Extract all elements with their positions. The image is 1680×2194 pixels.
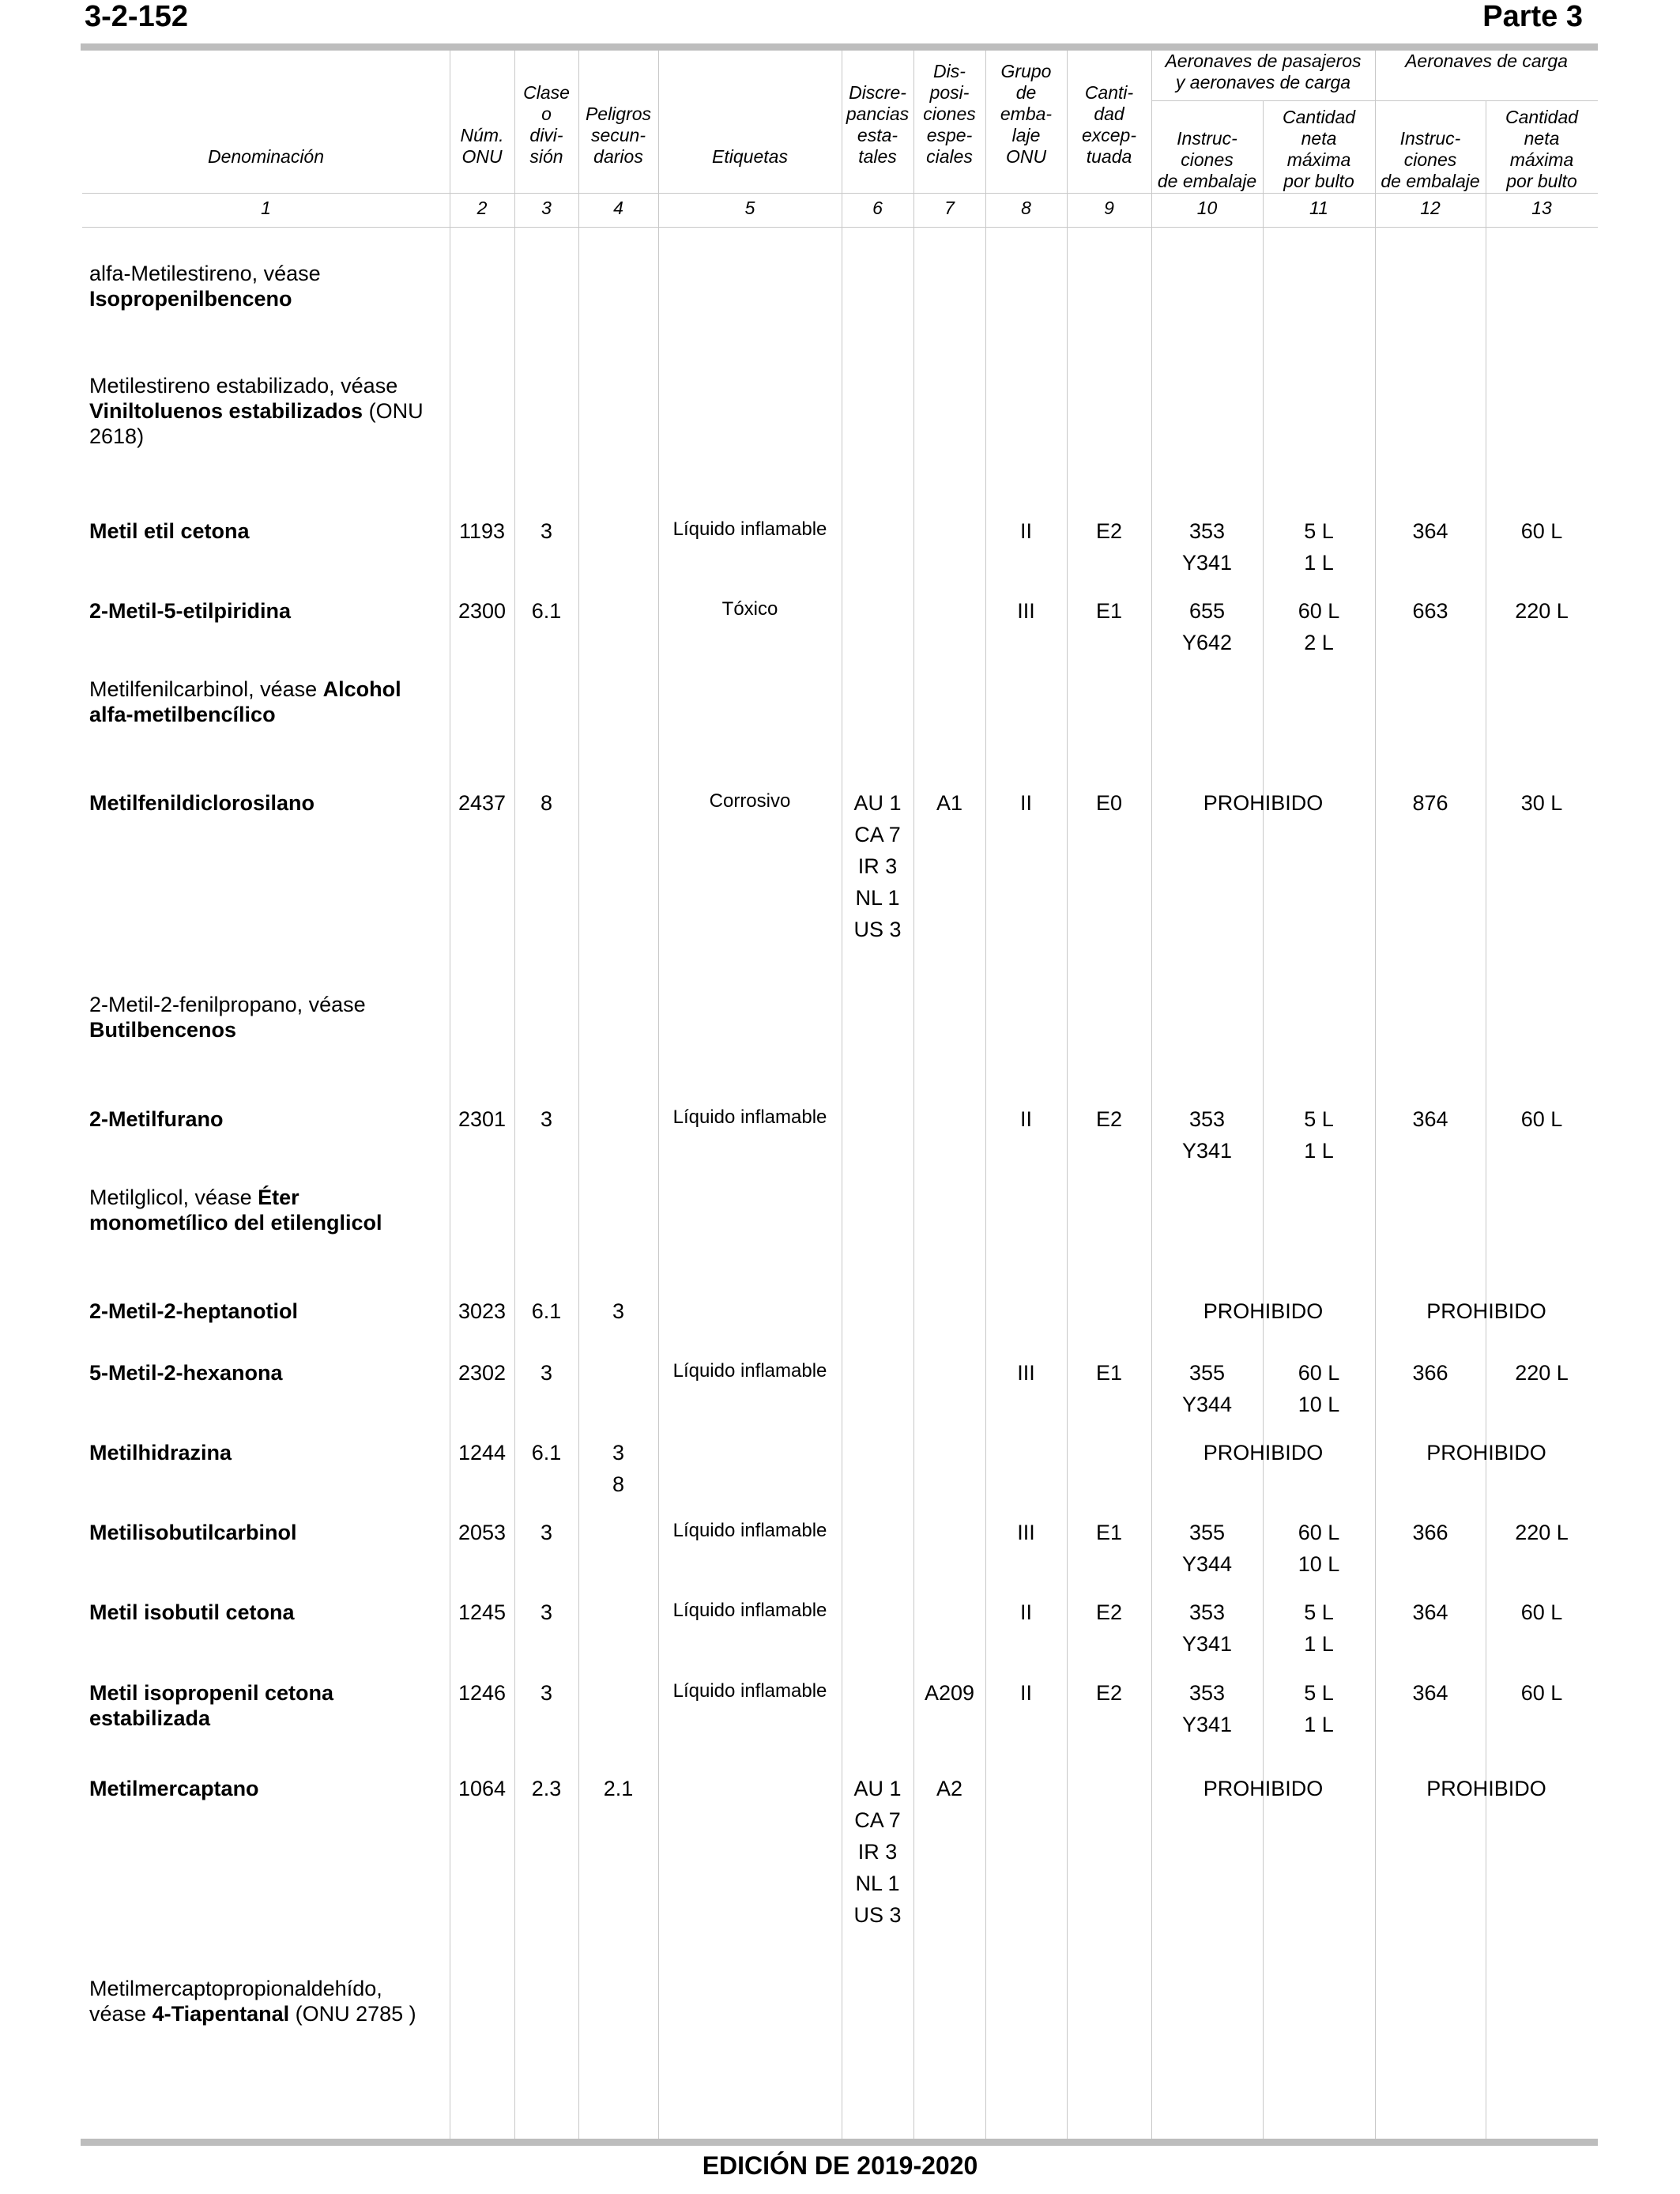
special-provisions: A1 [936,791,963,815]
entry-name-bold: 4-Tiapentanal [152,2002,290,2026]
pax-packing-instruction: 355 Y344 [1181,1521,1233,1576]
class-division: 3 [540,1361,553,1385]
header-denominacion: Denominación [207,146,325,167]
entry-name [89,373,437,449]
cargo-max-quantity: 60 L [1520,519,1563,543]
class-division: 3 [540,1600,553,1624]
excepted-quantity: E2 [1095,1681,1123,1705]
entry-name-bold: Alcohol alfa-metilbencílico [89,677,401,726]
excepted-quantity: E0 [1095,791,1123,815]
cargo-packing-instruction: 364 [1412,519,1448,543]
column-divider [1375,51,1376,2139]
header-cargo-quantity: Cantidad neta máxima por bulto [1505,107,1579,191]
bottom-rule [81,2139,1598,2146]
entry-name [89,1106,437,1132]
header-grupo-embalaje: Grupo de emba- laje ONU [1000,61,1053,167]
hazard-label: Líquido inflamable [672,518,827,540]
header-peligros: Peligros secun- darios [585,104,652,167]
packing-group: II [1019,791,1032,815]
cargo-max-quantity: 220 L [1515,1521,1569,1544]
entry-name [89,1600,437,1625]
class-division: 3 [540,1107,553,1131]
class-division: 3 [540,1521,553,1544]
header-etiquetas: Etiquetas [712,146,788,167]
entry-name [89,598,437,624]
secondary-hazards: 3 8 [612,1441,625,1496]
top-rule [81,43,1598,51]
un-number: 3023 [458,1299,507,1323]
un-number: 2300 [458,599,507,623]
pax-max-quantity: 5 L 1 L [1304,1600,1334,1656]
column-number: 1 [261,198,271,218]
entry-name-text: (ONU 2618) [89,399,424,448]
packing-group: II [1019,519,1032,543]
pax-max-quantity: 5 L 1 L [1304,1681,1334,1736]
pax-prohibited: PROHIBIDO [1203,791,1324,815]
state-variations: AU 1 CA 7 IR 3 NL 1 US 3 [853,791,902,941]
excepted-quantity: E1 [1095,1521,1123,1544]
excepted-quantity: E1 [1095,599,1123,623]
column-divider [578,51,579,2139]
entry-name [89,1299,437,1324]
header-pax-quantity: Cantidad neta máxima por bulto [1282,107,1356,191]
secondary-hazards: 2.1 [603,1777,634,1800]
pax-prohibited: PROHIBIDO [1203,1777,1324,1800]
header-discrepancias: Discre- pancias esta- tales [846,82,910,167]
packing-group: II [1019,1681,1032,1705]
entry-name-bold: Butilbencenos [89,1018,237,1042]
pax-packing-instruction: 353 Y341 [1181,1107,1233,1163]
entry-name-text: (ONU 2785 ) [289,2002,416,2026]
packing-group: III [1017,1521,1035,1544]
column-divider [1151,51,1152,2139]
part-title: Parte 3 [1482,0,1583,33]
packing-group: II [1019,1600,1032,1624]
entry-name-text: Metilmercaptopropionaldehído, véase [89,1977,382,2026]
class-division: 3 [540,519,553,543]
header-pax-instructions: Instruc- ciones de embalaje [1157,128,1257,191]
entry-name-bold: 2-Metil-2-heptanotiol [89,1299,298,1323]
column-divider [658,51,659,2139]
entry-name [89,1440,437,1465]
pax-max-quantity: 5 L 1 L [1304,519,1334,575]
entry-name [89,1976,437,2026]
cargo-packing-instruction: 364 [1412,1681,1448,1705]
pax-max-quantity: 60 L 2 L [1298,599,1340,654]
entry-name [89,677,437,727]
entry-name-bold: Éter monometílico del etilenglicol [89,1186,382,1235]
group-header-divider [1151,100,1598,101]
hazard-label: Líquido inflamable [672,1600,827,1621]
header-num-onu: Núm. ONU [460,125,504,167]
un-number: 1193 [458,519,506,543]
entry-name-bold: Metilmercaptano [89,1777,259,1800]
pax-max-quantity: 60 L 10 L [1298,1521,1340,1576]
column-numbers-divider [82,227,1598,228]
excepted-quantity: E2 [1095,519,1123,543]
pax-packing-instruction: 353 Y341 [1181,519,1233,575]
entry-name-bold: Metilhidrazina [89,1441,232,1465]
column-divider [985,51,986,2139]
column-number: 3 [541,198,552,218]
pax-packing-instruction: 353 Y341 [1181,1600,1233,1656]
un-number: 1245 [458,1600,507,1624]
header-cargo-group: Aeronaves de carga [1405,51,1568,71]
un-number: 1246 [458,1681,507,1705]
column-number: 11 [1309,198,1328,218]
cargo-prohibited: PROHIBIDO [1426,1441,1546,1465]
column-number: 13 [1531,198,1552,218]
hazard-label: Líquido inflamable [672,1106,827,1128]
un-number: 2301 [458,1107,507,1131]
column-number: 9 [1104,198,1114,218]
pax-prohibited: PROHIBIDO [1203,1441,1324,1465]
packing-group: II [1019,1107,1032,1131]
cargo-max-quantity: 220 L [1515,599,1569,623]
entry-name-bold: 5-Metil-2-hexanona [89,1361,283,1385]
pax-max-quantity: 60 L 10 L [1298,1361,1340,1416]
excepted-quantity: E2 [1095,1600,1123,1624]
header-clase: Clase o divi- sión [523,82,570,167]
column-number: 10 [1196,198,1218,218]
entry-name [89,1680,437,1731]
cargo-prohibited: PROHIBIDO [1426,1299,1546,1323]
pax-packing-instruction: 355 Y344 [1181,1361,1233,1416]
packing-group: III [1017,599,1035,623]
column-divider [1067,51,1068,2139]
un-number: 2437 [458,791,507,815]
cargo-packing-instruction: 366 [1412,1361,1448,1385]
cargo-packing-instruction: 876 [1412,791,1448,815]
entry-name [89,1185,437,1235]
entry-name-bold: Isopropenilbenceno [89,287,292,311]
column-divider [913,51,914,2139]
class-division: 8 [540,791,553,815]
header-bottom-divider [82,193,1598,194]
class-division: 2.3 [531,1777,562,1800]
un-number: 2302 [458,1361,507,1385]
hazard-label: Líquido inflamable [672,1360,827,1382]
entry-name-bold: Metil isobutil cetona [89,1600,295,1624]
class-division: 6.1 [531,1441,562,1465]
header-disposiciones: Dis- posi- ciones espe- ciales [923,61,976,167]
column-divider [514,51,515,2139]
entry-name-text: Metilglicol, véase [89,1186,258,1209]
entry-name-bold: Metilfenildiclorosilano [89,791,315,815]
class-division: 6.1 [531,599,562,623]
column-number: 5 [744,198,755,218]
hazard-label: Líquido inflamable [672,1520,827,1541]
cargo-packing-instruction: 663 [1412,599,1448,623]
entry-name-bold: Viniltoluenos estabilizados [89,399,363,423]
pax-max-quantity: 5 L 1 L [1304,1107,1334,1163]
un-number: 2053 [458,1521,507,1544]
hazard-label: Corrosivo [709,790,791,812]
cargo-max-quantity: 30 L [1520,791,1563,815]
secondary-hazards: 3 [612,1299,625,1323]
cargo-max-quantity: 60 L [1520,1107,1563,1131]
special-provisions: A209 [924,1681,975,1705]
entry-name [89,1360,437,1385]
cargo-prohibited: PROHIBIDO [1426,1777,1546,1800]
column-number: 12 [1420,198,1441,218]
column-number: 7 [944,198,955,218]
state-variations: AU 1 CA 7 IR 3 NL 1 US 3 [853,1777,902,1927]
special-provisions: A2 [936,1777,963,1800]
entry-name-bold: 2-Metilfurano [89,1107,224,1131]
entry-name [89,1776,437,1801]
entry-name-bold: 2-Metil-5-etilpiridina [89,599,292,623]
column-number: 4 [613,198,623,218]
hazard-label: Líquido inflamable [672,1680,827,1702]
page-number: 3-2-152 [85,0,188,33]
header-pax-group: Aeronaves de pasajeros y aeronaves de carga [1165,51,1362,92]
entry-name-bold: Metilisobutilcarbinol [89,1521,297,1544]
pax-packing-instruction: 655 Y642 [1181,599,1233,654]
pax-packing-instruction: 353 Y341 [1181,1681,1233,1736]
header-cantidad-exceptuada: Canti- dad excep- tuada [1081,82,1137,167]
un-number: 1064 [458,1777,507,1800]
cargo-max-quantity: 220 L [1515,1361,1569,1385]
entry-name [89,790,437,816]
excepted-quantity: E2 [1095,1107,1123,1131]
cargo-max-quantity: 60 L [1520,1681,1563,1705]
column-number: 6 [872,198,883,218]
entry-name-text: 2-Metil-2-fenilpropano, véase [89,993,366,1016]
un-number: 1244 [458,1441,507,1465]
cargo-packing-instruction: 366 [1412,1521,1448,1544]
cargo-packing-instruction: 364 [1412,1107,1448,1131]
entry-name-bold: Metil isopropenil cetona estabilizada [89,1681,334,1730]
edition-footer: EDICIÓN DE 2019-2020 [702,2151,978,2180]
cargo-max-quantity: 60 L [1520,1600,1563,1624]
entry-name [89,261,437,311]
entry-name [89,992,437,1042]
entry-name-text: alfa-Metilestireno, véase [89,262,321,285]
excepted-quantity: E1 [1095,1361,1123,1385]
class-division: 6.1 [531,1299,562,1323]
packing-group: III [1017,1361,1035,1385]
entry-name-bold: Metil etil cetona [89,519,250,543]
entry-name-text: Metilfenilcarbinol, véase [89,677,323,701]
header-cargo-instructions: Instruc- ciones de embalaje [1381,128,1480,191]
column-number: 2 [477,198,488,218]
class-division: 3 [540,1681,553,1705]
entry-name [89,1520,437,1545]
hazard-label: Tóxico [721,598,778,620]
column-number: 8 [1021,198,1031,218]
cargo-packing-instruction: 364 [1412,1600,1448,1624]
pax-prohibited: PROHIBIDO [1203,1299,1324,1323]
entry-name-text: Metilestireno estabilizado, véase [89,374,398,398]
entry-name [89,518,437,544]
